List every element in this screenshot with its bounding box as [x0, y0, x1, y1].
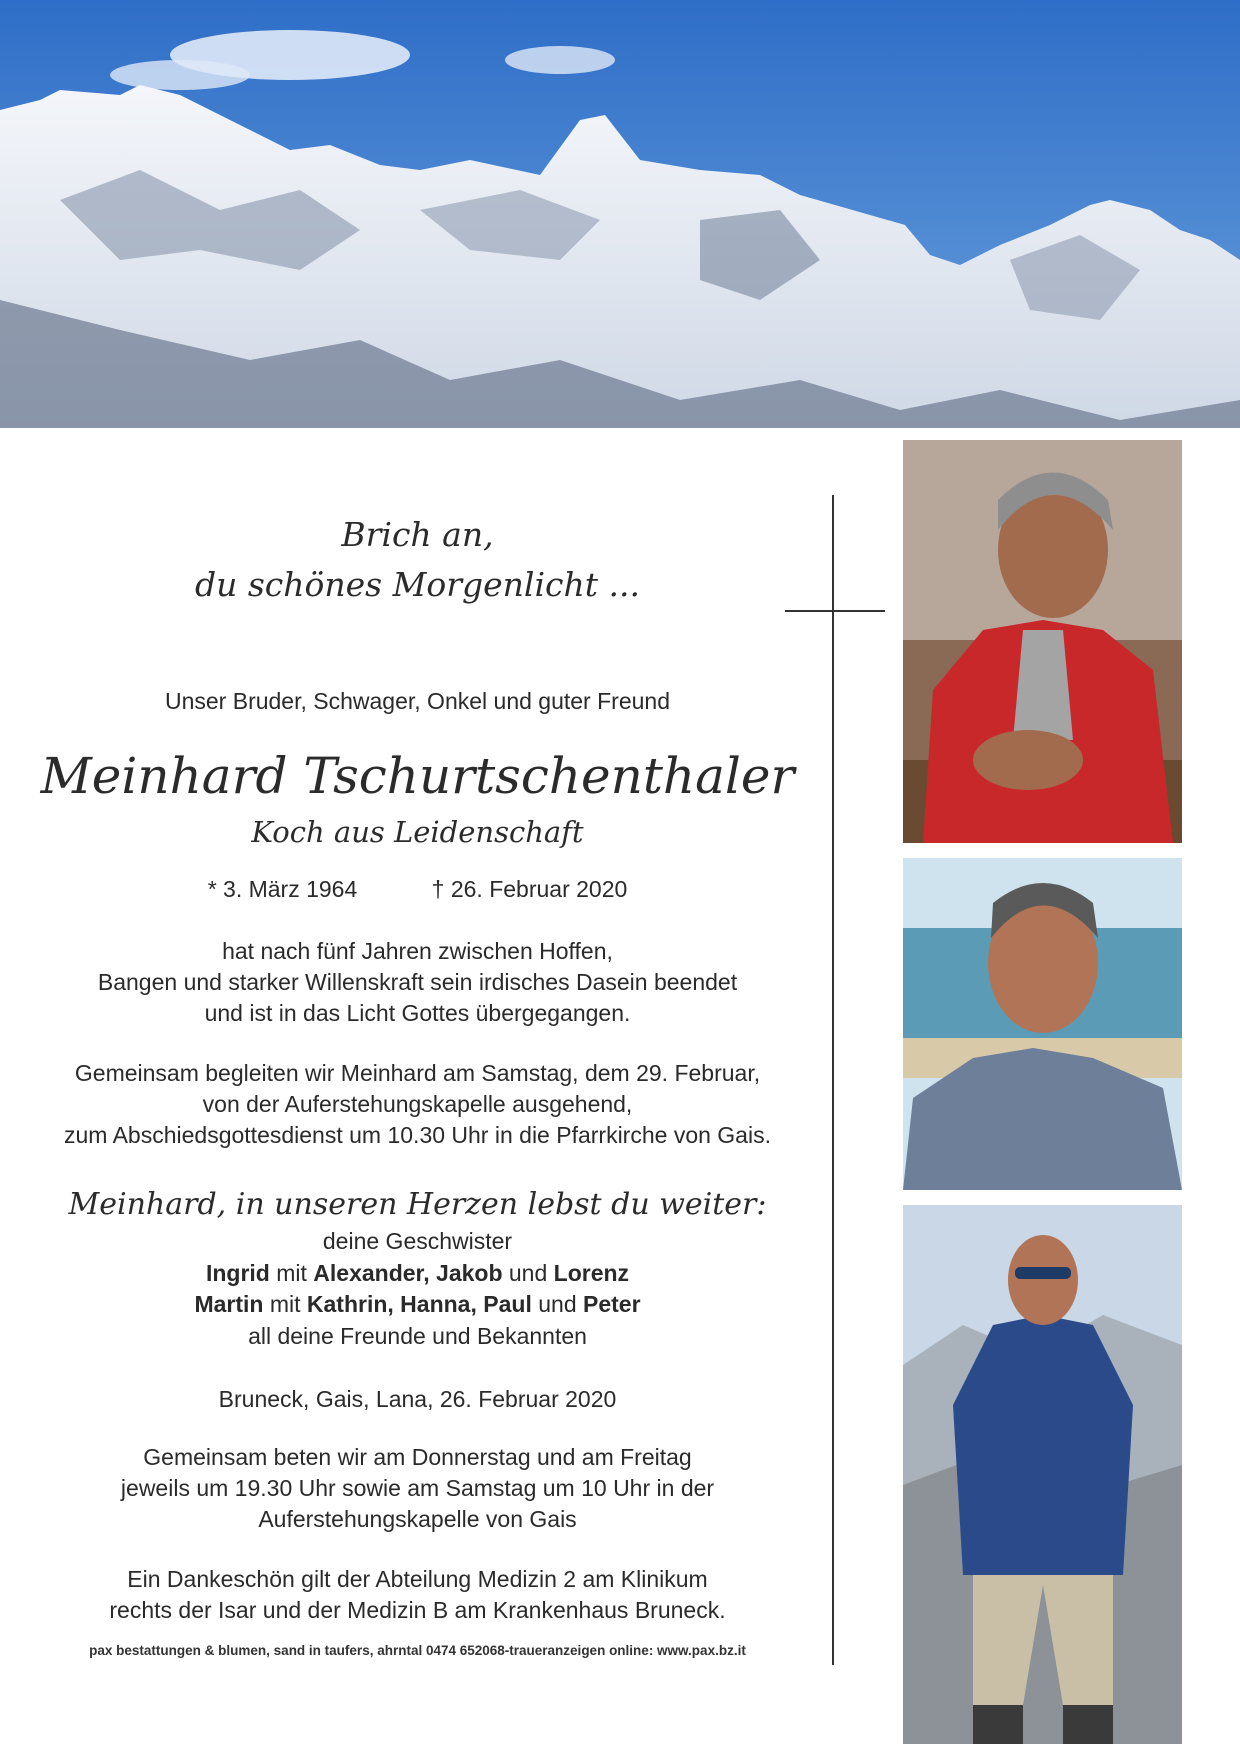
paragraph-prayer — [40, 1442, 795, 1535]
paragraph-line: Gemeinsam beten wir am Donnerstag und am Freitag — [143, 1444, 692, 1470]
paragraph-funeral — [40, 1058, 795, 1151]
motto-line-2: du schönes Morgenlicht ... — [194, 565, 641, 604]
connector-text: und — [502, 1259, 554, 1286]
family-line — [40, 1289, 795, 1321]
paragraph-line: Gemeinsam begleiten wir Meinhard am Samstag, dem 29. Februar, — [74, 1060, 761, 1086]
paragraph-passing — [40, 936, 795, 1029]
paragraph-line: zum Abschiedsgottesdienst um 10.30 Uhr in die Pfarrkirche von Gais. — [64, 1122, 771, 1148]
death-date: † 26. Februar 2020 — [431, 876, 628, 902]
closing-line: Meinhard, in unseren Herzen lebst du weiter: — [68, 1187, 767, 1222]
sibling-name: Martin — [194, 1291, 264, 1317]
family-line: all deine Freunde und Bekannten — [248, 1322, 587, 1349]
cross-horizontal-line — [785, 610, 885, 612]
connector-text: mit — [263, 1291, 307, 1317]
paragraph-line: von der Auferstehungskapelle ausgehend, — [202, 1091, 633, 1117]
paragraph-line: Bangen und starker Willenskraft sein irdisches Dasein beendet — [97, 969, 738, 995]
motto — [40, 510, 795, 610]
header-mountain-image — [0, 0, 1240, 428]
paragraph-line: Ein Dankeschön gilt der Abteilung Medizin 2 am Klinikum — [127, 1566, 708, 1592]
portrait-photo-red-jacket — [903, 440, 1182, 843]
portrait-photo-beach — [903, 858, 1182, 1190]
birth-date: * 3. März 1964 — [207, 876, 358, 902]
paragraph-line: Auferstehungskapelle von Gais — [258, 1506, 577, 1532]
family-line — [40, 1258, 795, 1290]
footer-funeral-home: pax bestattungen & blumen, sand in taufers, ahrntal 0474 652068-traueranzeigen online: www.pax.bz.it — [89, 1643, 746, 1658]
relative-names: Kathrin, Hanna, Paul — [306, 1291, 532, 1317]
paragraph-thanks — [40, 1564, 795, 1626]
family-list — [40, 1226, 795, 1352]
relative-name: Lorenz — [553, 1259, 630, 1286]
paragraph-line: hat nach fünf Jahren zwischen Hoffen, — [222, 938, 613, 964]
life-dates — [40, 872, 795, 906]
intro-line: Unser Bruder, Schwager, Onkel und guter Freund — [164, 688, 670, 714]
place-and-date: Bruneck, Gais, Lana, 26. Februar 2020 — [218, 1386, 617, 1412]
family-line: deine Geschwister — [322, 1228, 513, 1254]
subtitle: Koch aus Leidenschaft — [251, 815, 584, 849]
sibling-name: Ingrid — [205, 1259, 270, 1286]
cross-vertical-line — [832, 495, 834, 1665]
relative-name: Peter — [583, 1291, 641, 1317]
connector-text: mit — [269, 1259, 314, 1286]
relative-names: Alexander, Jakob — [313, 1259, 503, 1286]
deceased-name: Meinhard Tschurtschenthaler — [40, 747, 795, 805]
paragraph-line: rechts der Isar und der Medizin B am Krankenhaus Bruneck. — [109, 1597, 726, 1623]
portrait-photo-mountain-hike — [903, 1205, 1182, 1744]
paragraph-line: und ist in das Licht Gottes übergegangen. — [204, 1000, 631, 1026]
paragraph-line: jeweils um 19.30 Uhr sowie am Samstag um 10 Uhr in der — [120, 1475, 715, 1501]
motto-line-1: Brich an, — [341, 515, 494, 554]
connector-text: und — [531, 1291, 583, 1317]
